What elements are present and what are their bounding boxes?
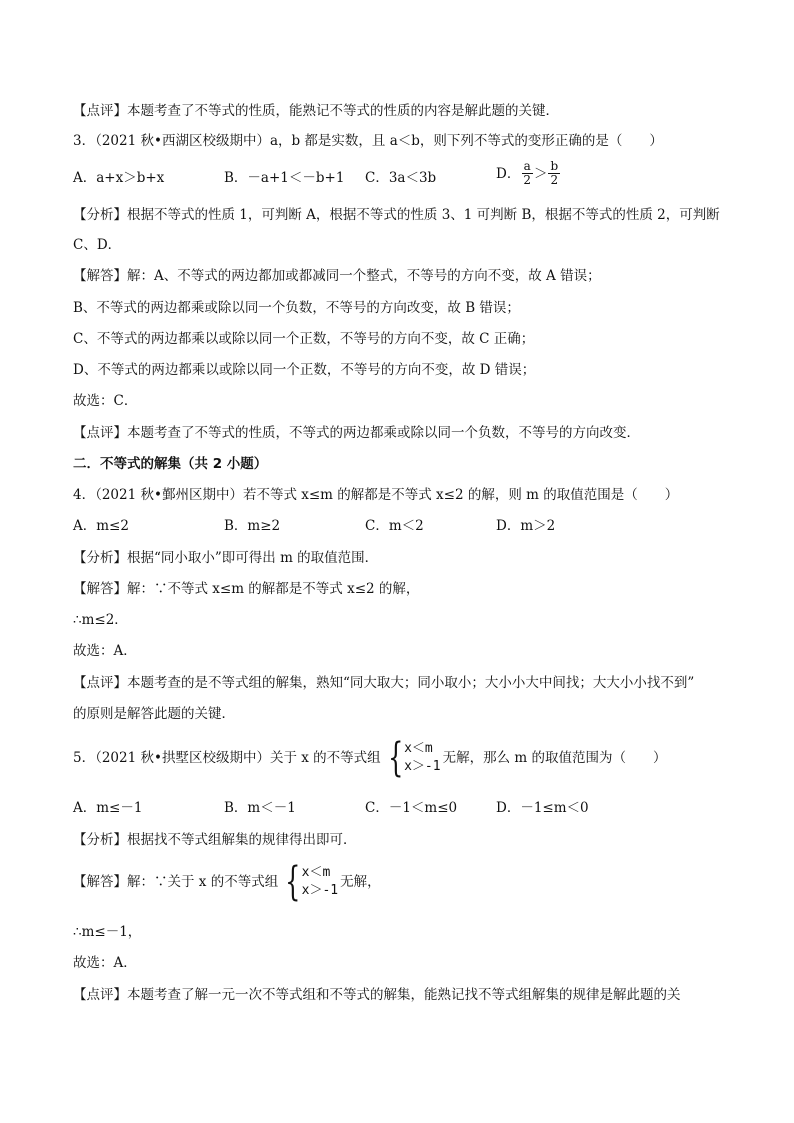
q3-option-d-relation: ＞ (533, 165, 548, 182)
q4-answer-line-1 (73, 579, 419, 599)
q5-option-d: D．－1≤m＜0 (496, 800, 589, 816)
q3-choice: 故选：C． (73, 393, 138, 409)
q4-analysis-line (73, 548, 378, 568)
q4-choice: 故选：A． (73, 643, 137, 659)
system-row-2: x＞-1 (404, 759, 441, 774)
q4-option-c: C．m＜2 (365, 518, 424, 534)
q5-choice: 故选：A． (73, 955, 137, 971)
review-text: 本题考查了解一元一次不等式组和不等式的解集，能熟记找不等式组解集的规律是解此题的关 (127, 987, 681, 1003)
review-label: 【点评】 (73, 987, 127, 1003)
frac2-numerator: b (550, 159, 559, 173)
review-label: 【点评】 (73, 425, 127, 441)
q3-option-d-frac2 (548, 160, 560, 187)
analysis-text: 根据不等式的性质 1，可判断 A，根据不等式的性质 3、1 可判断 B，根据不等式的性质 2，可判断 (127, 207, 720, 223)
q5-analysis-line (73, 830, 357, 850)
frac1-numerator: a (523, 159, 531, 173)
q3-option-b: B．－a+1＜－b+1 (224, 170, 345, 186)
section-2-title: 二．不等式的解集（共 2 小题） (73, 456, 268, 472)
q5-inequality-system (383, 735, 441, 781)
q3-option-d-frac1 (521, 160, 533, 187)
q4-option-d: D．m＞2 (496, 518, 556, 534)
q5-stem-prefix: 5．（2021 秋•拱墅区校级期中）关于 x 的不等式组 (73, 750, 381, 766)
q3-answer-line-4: D、不等式的两边都乘以或除以同一个正数，不等号的方向不变，故 D 错误； (73, 362, 536, 378)
q3-review-line (73, 423, 640, 443)
question-4-stem: 4．（2021 秋•鄞州区期中）若不等式 x≤m 的解都是不等式 x≤2 的解，则 m 的取值范围是（ ） (73, 487, 679, 503)
left-brace-icon: { (387, 735, 404, 781)
q4-answer-line-2: ∴m≤2． (73, 612, 128, 628)
analysis-label: 【分析】 (73, 207, 127, 223)
left-brace-icon: { (285, 859, 301, 905)
q5-answer-inequality-system (280, 859, 339, 905)
answer-label: 【解答】 (73, 581, 127, 597)
q5-review-line-1 (73, 985, 681, 1005)
review-text: 本题考查了不等式的性质，能熟记不等式的性质的内容是解此题的关键． (127, 103, 559, 119)
q3-option-a: A．a+x＞b+x (73, 170, 165, 186)
q4-option-a: A．m≤2 (73, 518, 129, 534)
q4-review-line-1 (73, 673, 694, 693)
system-row-2: x＞-1 (301, 883, 339, 898)
q4-review-line-2: 的原则是解答此题的关键． (73, 706, 235, 722)
q3-answer-line-3: C、不等式的两边都乘以或除以同一个正数，不等号的方向不变，故 C 正确； (73, 331, 535, 347)
q3-answer-line-2: B、不等式的两边都乘或除以同一个负数，不等号的方向改变，故 B 错误； (73, 300, 520, 316)
question-5-stem (73, 735, 667, 781)
q5-option-c: C．－1＜m≤0 (365, 800, 458, 816)
q3-option-d (496, 160, 561, 187)
review-label: 【点评】 (73, 103, 127, 119)
review-text: 本题考查了不等式的性质，不等式的两边都乘或除以同一个负数，不等号的方向改变． (127, 425, 640, 441)
q3-analysis-line-1 (73, 205, 720, 225)
review-text: 本题考查的是不等式组的解集，熟知“同大取大；同小取小；大小小大中间找；大大小小找不到” (127, 675, 695, 691)
review-line (73, 101, 559, 121)
q5-answer-line-2: ∴m≤－1， (73, 924, 142, 940)
answer-text: 解：∵不等式 x≤m 的解都是不等式 x≤2 的解， (127, 581, 420, 597)
answer-suffix: 无解， (340, 874, 381, 890)
review-label: 【点评】 (73, 675, 127, 691)
q3-option-c: C．3a＜3b (365, 170, 437, 186)
q5-option-b: B．m＜－1 (224, 800, 296, 816)
q3-analysis-line-2: C、D． (73, 237, 122, 253)
q5-option-a: A．m≤－1 (73, 800, 143, 816)
q3-answer-line-1 (73, 266, 601, 286)
analysis-text: 根据“同小取小”即可得出 m 的取值范围． (127, 550, 379, 566)
question-3-stem: 3．（2021 秋•西湖区校级期中）a，b 都是实数，且 a＜b，则下列不等式的变形正确的是（ ） (73, 133, 663, 149)
analysis-label: 【分析】 (73, 550, 127, 566)
system-row-1: x＜m (404, 741, 433, 756)
answer-text: 解：∵关于 x 的不等式组 (127, 874, 279, 890)
q5-answer-line-1 (73, 859, 381, 905)
q4-option-b: B．m≥2 (224, 518, 281, 534)
analysis-label: 【分析】 (73, 832, 127, 848)
system-row-1: x＜m (301, 865, 331, 880)
q3-option-d-prefix: D． (496, 165, 521, 182)
q5-stem-suffix: 无解，那么 m 的取值范围为（ ） (442, 750, 667, 766)
answer-text: 解：A、不等式的两边都加或都减同一个整式，不等号的方向不变，故 A 错误； (127, 268, 601, 284)
analysis-text: 根据找不等式组解集的规律得出即可． (127, 832, 357, 848)
frac2-denominator: 2 (550, 173, 559, 187)
frac1-denominator: 2 (523, 173, 531, 187)
answer-label: 【解答】 (73, 268, 127, 284)
answer-label: 【解答】 (73, 874, 127, 890)
